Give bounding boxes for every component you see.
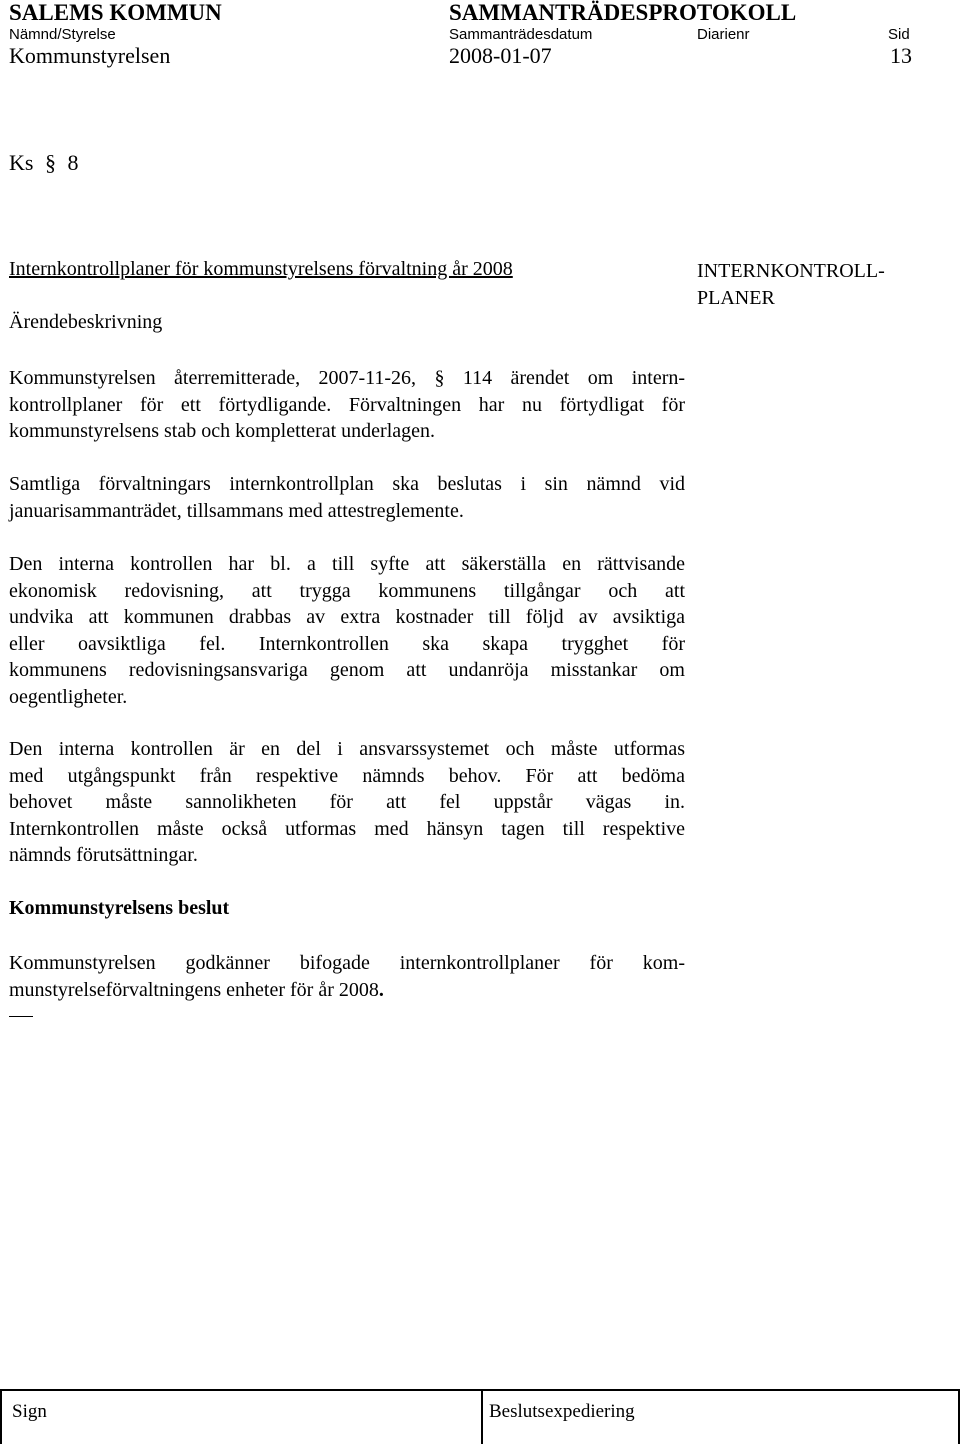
reference-label: Diarienr bbox=[697, 26, 750, 43]
paragraph-4-line-4: Internkontrollen måste också utformas med hänsyn tagen till respektive bbox=[9, 817, 685, 840]
paragraph-1 bbox=[9, 365, 685, 445]
organization-name: SALEMS KOMMUN bbox=[9, 0, 222, 25]
paragraph-1-line-2: kontrollplaner för ett förtydligande. Förvaltningen har nu förtydligat för bbox=[9, 393, 685, 416]
decision-text bbox=[9, 950, 685, 1003]
page-label: Sid bbox=[888, 26, 910, 43]
page-number: 13 bbox=[890, 43, 912, 68]
paragraph-3-line-3: undvika att kommunen drabbas av extra kostnader till följd av avsiktiga bbox=[9, 606, 685, 628]
sign-label: Sign bbox=[12, 1401, 47, 1422]
decision-heading: Kommunstyrelsens beslut bbox=[9, 897, 230, 919]
paragraph-4-line-2: med utgångspunkt från respektive nämnds behov. För att bedöma bbox=[9, 764, 685, 787]
margin-keyword bbox=[697, 258, 885, 312]
section-value: 8 bbox=[67, 150, 79, 175]
paragraph-1-line-1: Kommunstyrelsen återremitterade, 2007-11-26, § 114 ärendet om intern- bbox=[9, 367, 686, 389]
paragraph-4-line-5: nämnds förutsättningar. bbox=[9, 844, 198, 866]
paragraph-2-line-1: Samtliga förvaltningars internkontrollplan ska beslutas i sin nämnd vid bbox=[9, 473, 685, 495]
date-label: Sammanträdesdatum bbox=[449, 26, 593, 43]
margin-keyword-line1: INTERNKONTROLL- bbox=[697, 260, 885, 282]
paragraph-3-line-2: ekonomisk redovisning, att trygga kommunens tillgångar och att bbox=[9, 579, 685, 602]
paragraph-3-line-4: eller oavsiktliga fel. Internkontrollen ska skapa trygghet för bbox=[9, 632, 685, 655]
paragraph-3-line-5: kommunens redovisningsansvariga genom att undanröja misstankar om bbox=[9, 659, 685, 681]
section-symbol: § bbox=[44, 150, 56, 175]
document-type: SAMMANTRÄDESPROTOKOLL bbox=[449, 0, 797, 25]
footer-top-border bbox=[0, 1389, 960, 1391]
end-rule bbox=[9, 1016, 33, 1017]
date-value: 2008-01-07 bbox=[449, 43, 552, 68]
body-label: Nämnd/Styrelse bbox=[9, 26, 116, 43]
decision-line-1: Kommunstyrelsen godkänner bifogade internkontrollplaner för kom- bbox=[9, 952, 685, 974]
description-heading: Ärendebeskrivning bbox=[9, 311, 163, 333]
paragraph-2-line-2: januarisammanträdet, tillsammans med attestreglemente. bbox=[9, 499, 464, 522]
footer-divider bbox=[481, 1389, 483, 1444]
paragraph-2 bbox=[9, 471, 685, 524]
paragraph-3-line-6: oegentligheter. bbox=[9, 685, 128, 708]
decision-line-2: munstyrelseförvaltningens enheter för år 2008. bbox=[9, 978, 384, 1001]
footer-left-border bbox=[0, 1389, 2, 1444]
paragraph-4-line-1: Den interna kontrollen är en del i ansvarssystemet och måste utformas bbox=[9, 738, 685, 760]
paragraph-3-line-1: Den interna kontrollen har bl. a till syfte att säkerställa en rättvisande bbox=[9, 553, 685, 575]
paragraph-4-line-3: behovet måste sannolikheten för att fel uppstår vägas in. bbox=[9, 791, 685, 813]
expedition-label: Beslutsexpediering bbox=[489, 1401, 635, 1422]
paragraph-3 bbox=[9, 551, 685, 710]
paragraph-4 bbox=[9, 736, 685, 869]
section-prefix: Ks bbox=[9, 150, 34, 175]
paragraph-1-line-3: kommunstyrelsens stab och kompletterat underlagen. bbox=[9, 420, 436, 442]
section-number bbox=[9, 150, 78, 176]
item-title: Internkontrollplaner för kommunstyrelsens förvaltning år 2008 bbox=[9, 258, 513, 280]
margin-keyword-line2: PLANER bbox=[697, 287, 775, 309]
body-value: Kommunstyrelsen bbox=[9, 43, 171, 68]
